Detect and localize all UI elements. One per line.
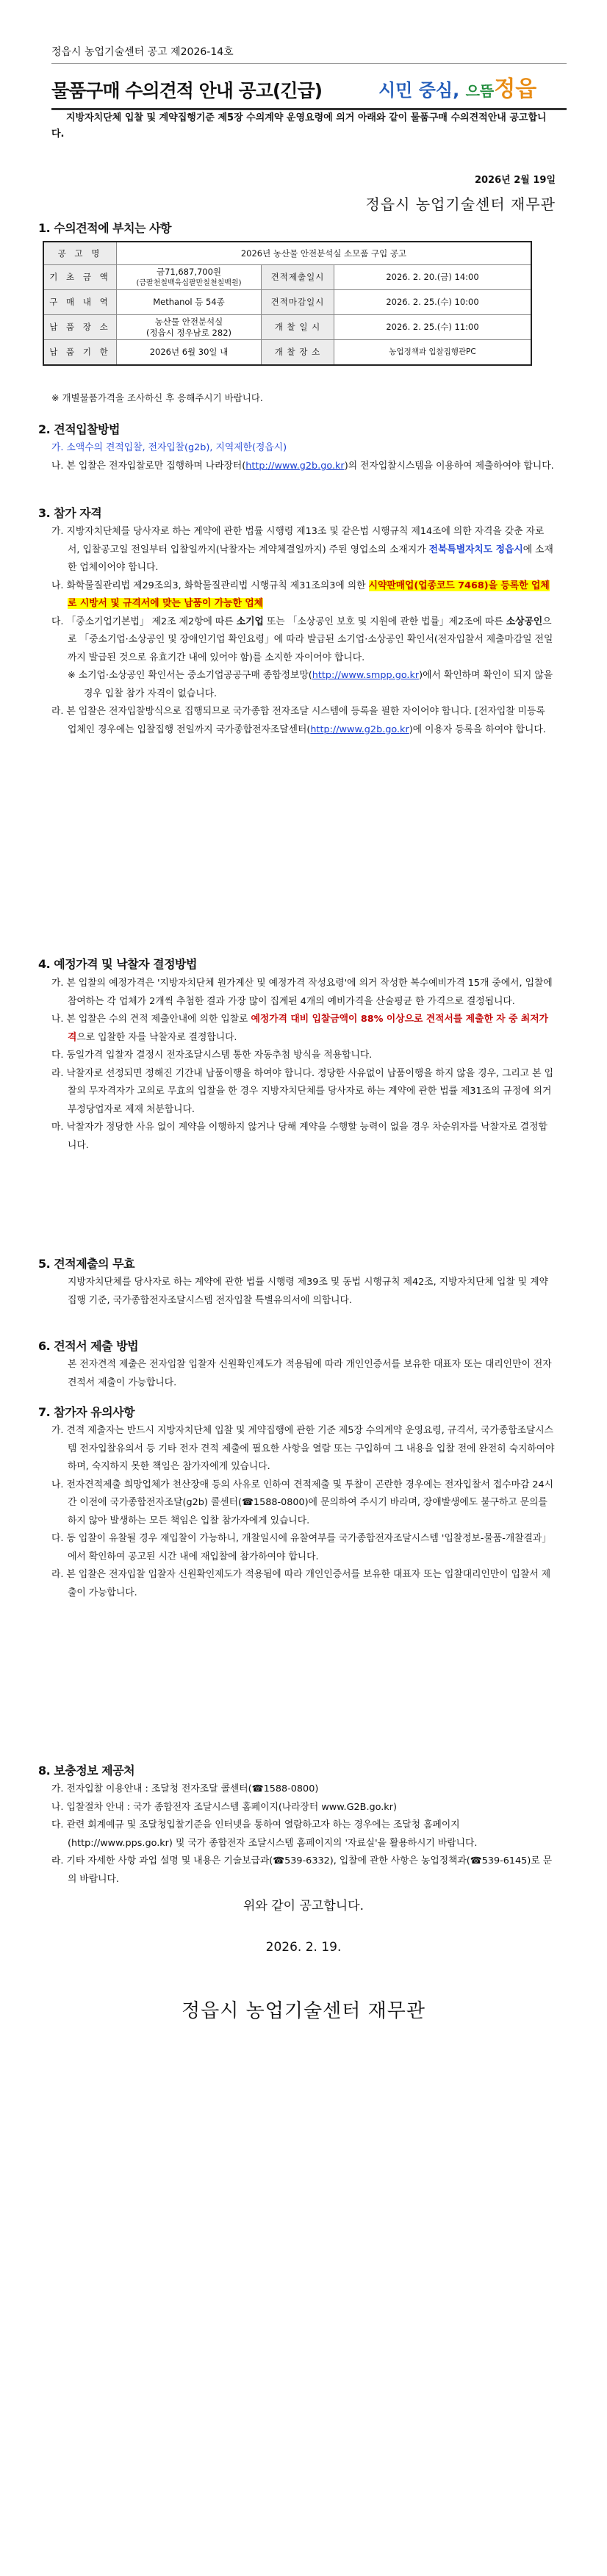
- slogan-part-c: 정읍: [494, 76, 537, 102]
- city-slogan-logo: [378, 71, 536, 103]
- list-item: 마. 낙찰자가 정당한 사유 없이 계약을 이행하지 않거나 당해 계약을 수행할 능력이 없을 경우 차순위자를 낙찰자로 결정합니다.: [51, 1122, 547, 1151]
- table-value: Methanol 등 54종: [117, 290, 262, 315]
- list-item: ※ 소기업·소상공인 확인서는 중소기업공공구매 종합정보망(http://www.smpp.go.kr)에서 확인하며 확인이 되지 않을 경우 입찰 참가 자격이 없습니다.: [68, 670, 553, 699]
- page-title: 물품구매 수의견적 안내 공고(긴급): [51, 80, 323, 101]
- closing-date: 2026. 2. 19.: [265, 1940, 342, 1955]
- table-value: 2026년 농산물 안전분석실 소모품 구입 공고: [117, 242, 532, 265]
- table-label: 기 초 금 액: [43, 265, 117, 290]
- table-value: 2026. 2. 25.(수) 10:00: [334, 290, 532, 315]
- section-7-title: 7. 참가자 유의사항: [38, 1405, 135, 1419]
- list-item: 나. 본 입찰은 수의 견적 제출안내에 의한 입찰로 예정가격 대비 입찰금액이 88% 이상으로 견적서를 제출한 자 중 최저가격으로 입찰한 자를 낙찰자로 결정합니다.: [51, 1014, 548, 1043]
- list-item: 라. 본 입찰은 전자입찰 입찰자 신원확인제도가 적용됨에 따라 개인인증서를 보유한 대표자 또는 입찰대리인만이 입찰서 제출이 가능합니다.: [51, 1569, 551, 1598]
- table-label: 견적마감일시: [262, 290, 334, 315]
- closing-statement: 위와 같이 공고합니다.: [243, 1899, 364, 1913]
- list-item: 가. 본 입찰의 예정가격은 '지방자치단체 원가계산 및 예정가격 작성요령'에 의거 작성한 복수예비가격 15개 중에서, 입찰에 참여하는 각 업체가 2개씩 추첨한 결과 가장 많이 집계된 4개의 예비가격을 산술평균 한 가격으로 결정됩니다.: [51, 978, 553, 1007]
- table-label: 구 매 내 역: [43, 290, 117, 315]
- section-4-body: [51, 975, 556, 1155]
- announce-date: 2026년 2월 19일: [474, 175, 556, 186]
- smpp-link[interactable]: http://www.smpp.go.kr: [312, 670, 420, 681]
- bid-info-table: [43, 241, 532, 366]
- table-value: 2026년 6월 30일 내: [117, 340, 262, 366]
- section-6-title: 6. 견적서 제출 방법: [38, 1339, 139, 1353]
- list-item: 나. 화학물질관리법 제29조의3, 화학물질관리법 시행규칙 제31조의3에 의한 시약판매업(업종코드 7468)을 등록한 업체로 시방서 및 규격서에 맞는 납품이 가능한 업체: [51, 580, 550, 609]
- section-1-title: 1. 수의견적에 부치는 사항: [38, 221, 171, 235]
- table-value: 농산물 안전분석실 (정읍시 정우남로 282): [117, 315, 262, 340]
- list-item: 가. 견적 제출자는 반드시 지방자치단체 입찰 및 계약집행에 관한 기준 제5장 수의계약 운영요령, 규격서, 국가종합조달시스템 전자입찰유의서 등 기타 전자 견적 제출에 필요한 사항을 열람 또는 구입하여 그 내용을 입찰 전에 완전히 숙지하여야 하며, 숙지하지 못한 책임은 참가자에게 있습니다.: [51, 1425, 555, 1472]
- table-label: 개 찰 장 소: [262, 340, 334, 366]
- section-7-body: [51, 1422, 556, 1602]
- section-3-title: 3. 참가 자격: [38, 506, 102, 520]
- closing-org: 정읍시 농업기술센터 재무관: [182, 2000, 425, 2022]
- table-row: [43, 290, 531, 315]
- g2b-link-2[interactable]: http://www.g2b.go.kr: [310, 724, 409, 735]
- list-item: 나. 본 입찰은 전자입찰로만 집행하며 나라장터(http://www.g2b.go.kr)의 전자입찰시스템을 이용하여 제출하여야 합니다.: [51, 460, 554, 472]
- issuer-org: 정읍시 농업기술센터 재무관: [365, 195, 556, 213]
- list-item: 다. 동일가격 입찰자 결정시 전자조달시스템 통한 자동추첨 방식을 적용합니다.: [51, 1050, 373, 1061]
- table-label: 개 찰 일 시: [262, 315, 334, 340]
- table-label: 납 품 장 소: [43, 315, 117, 340]
- header-divider: [51, 63, 567, 64]
- section-4-title: 4. 예정가격 및 낙찰자 결정방법: [38, 957, 197, 971]
- table-label: 견적제출일시: [262, 265, 334, 290]
- section-5-body: 지방자치단체를 당사자로 하는 계약에 관한 법률 시행령 제39조 및 동법 시행규칙 제42조, 지방자치단체 입찰 및 계약집행 기준, 국가종합전자조달시스템 전자입찰 특별유의서에 의합니다.: [68, 1277, 548, 1306]
- list-item: 다. 관련 회계예규 및 조달청입찰기준을 인터넷을 통하여 열람하고자 하는 경우에는 조달청 홈페이지(http://www.pps.go.kr) 및 국가 종합전자 조달시스템 홈페이지의 '자료실'을 활용하시기 바랍니다.: [51, 1819, 478, 1849]
- table-label: 납 품 기 한: [43, 340, 117, 366]
- list-item: 가. 전자입찰 이용안내 : 조달청 전자조달 콜센터(☎1588-0800): [51, 1783, 319, 1794]
- list-item: 라. 낙찰자로 선정되면 정해진 기간내 납품이행을 하여야 합니다. 정당한 사유없이 납품이행을 하지 않을 경우, 그리고 본 입찰의 무자격자가 고의로 무효의 입찰을 한 경우 지방자치단체를 당사자로 하는 계약에 관한 법률 제31조의 규정에 의거 부정당업자로 제재 처분합니다.: [51, 1067, 554, 1115]
- section-2-title: 2. 견적입찰방법: [38, 422, 121, 436]
- slogan-part-a: 시민 중심,: [378, 80, 460, 101]
- section-6-body: 본 전자견적 제출은 전자입찰 입찰자 신원확인제도가 적용됨에 따라 개인인증서를 보유한 대표자 또는 대리인만이 전자견적서 제출이 가능합니다.: [68, 1359, 552, 1388]
- table-label: 공 고 명: [43, 242, 117, 265]
- list-item: 다. 동 입찰이 유찰될 경우 재입찰이 가능하니, 개찰일시에 유찰여부를 국가종합전자조달시스템 '입찰정보-물품-개찰결과」에서 확인하여 공고된 시간 내에 재입찰에 참가하여야 합니다.: [51, 1533, 552, 1562]
- price-note: ※ 개별물품가격을 조사하신 후 응해주시기 바랍니다.: [51, 392, 263, 403]
- section-3-body: [51, 523, 556, 739]
- notice-number: 정읍시 농업기술센터 공고 제2026-14호: [51, 46, 234, 58]
- table-value: 2026. 2. 20.(금) 14:00: [334, 265, 532, 290]
- section-5-title: 5. 견적제출의 무효: [38, 1257, 135, 1271]
- section-8-body: [51, 1781, 556, 1888]
- intro-text: 지방자치단체 입찰 및 계약집행기준 제5장 수의계약 운영요령에 의거 아래와 같이 물품구매 수의견적안내 공고합니다.: [51, 112, 547, 140]
- section-2-body: [51, 439, 556, 475]
- table-row: [43, 242, 531, 265]
- slogan-part-b: 으뜸: [465, 82, 495, 100]
- list-item: 라. 본 입찰은 전자입찰방식으로 집행되므로 국가종합 전자조달 시스템에 등록을 필한 자이어야 합니다. [전자입찰 미등록 업체인 경우에는 입찰집행 전일까지 국가종합전자조달센터(http://www.g2b.go.kr)에 이용자 등록을 하여야 합니다.: [51, 706, 546, 735]
- list-item: 나. 전자견적제출 희망업체가 천산장애 등의 사유로 인하여 견적제출 및 투찰이 곤란한 경우에는 전자입찰서 접수마감 24시간 이전에 국가종합전자조달(g2b) 콜센터(☎1588-0800)에 문의하여 주시기 바라며, 장애발생에도 불구하고 문의를 하지 않아 발생하는 모든 책임은 입찰 참가자에게 있습니다.: [51, 1479, 554, 1526]
- table-row: [43, 265, 531, 290]
- list-item: 가. 지방자치단체를 당사자로 하는 계약에 관한 법률 시행령 제13조 및 같은법 시행규칙 제14조에 의한 자격을 갖춘 자로서, 입찰공고일 전일부터 입찰일까지(낙찰자는 계약체결일까지) 주된 영업소의 소재지가 전북특별자치도 정읍시에 소재한 업체이어야 합니다.: [51, 526, 553, 573]
- table-value: 2026. 2. 25.(수) 11:00: [334, 315, 532, 340]
- list-item: 다. 「중소기업기본법」 제2조 제2항에 따른 소기업 또는 「소상공인 보호 및 지원에 관한 법률」제2조에 따른 소상공인으로 「중소기업·소상공인 및 장애인기업 확인요령」에 따라 발급된 소기업·소상공인 확인서(전자입찰서 제출마감일 전일까지 발급된 것으로 유효기간 내에 있어야 함)를 소지한 자이어야 합니다.: [51, 616, 553, 663]
- table-value: 금71,687,700원 (금팔천칠백육십팔만칠천칠백원): [117, 265, 262, 290]
- g2b-link[interactable]: http://www.g2b.go.kr: [245, 460, 345, 472]
- list-item: 라. 기타 자세한 사항 과업 설명 및 내용은 기술보급과(☎539-6332), 입찰에 관한 사항은 농업정책과(☎539-6145)로 문의 바랍니다.: [51, 1855, 553, 1885]
- list-item: 나. 입찰절차 안내 : 국가 종합전자 조달시스템 홈페이지(나라장터 www.G2B.go.kr): [51, 1801, 397, 1813]
- list-item: 가. 소액수의 견적입찰, 전자입찰(g2b), 지역제한(정읍시): [51, 442, 287, 453]
- table-row: [43, 340, 531, 366]
- table-value: 농업정책과 입찰집행관PC: [334, 340, 532, 366]
- section-8-title: 8. 보충정보 제공처: [38, 1764, 135, 1778]
- table-row: [43, 315, 531, 340]
